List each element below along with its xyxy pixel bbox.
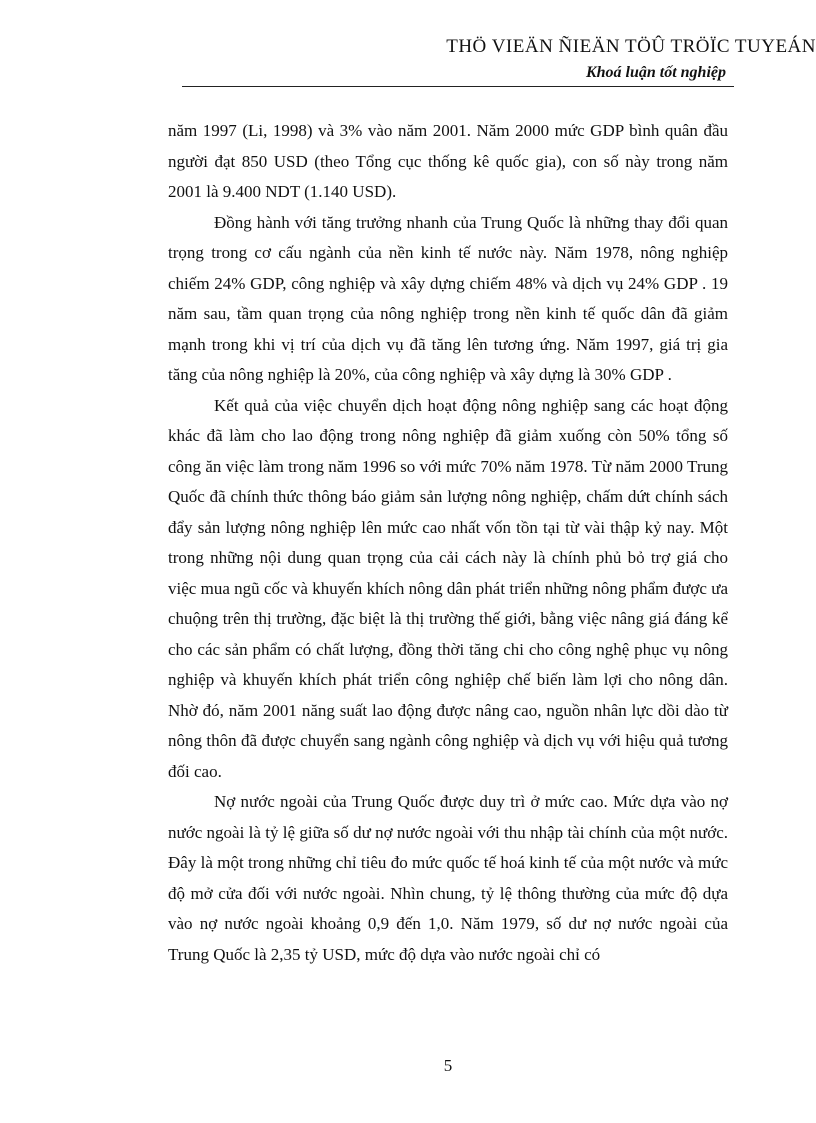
header-subtitle: Khoá luận tốt nghiệp: [585, 64, 726, 81]
paragraph-4: Nợ nước ngoài của Trung Quốc được duy trì ở mức cao. Mức dựa vào nợ nước ngoài là tỷ lệ giữa số dư nợ nước ngoài với thu nhập tài chính của một nước. Đây là một trong những chỉ tiêu đo mức quốc tế hoá kinh tế của một nước và mức độ mở cửa đối với nước ngoài. Nhìn chung, tỷ lệ thông thường của mức độ dựa vào nợ nước ngoài khoảng 0,9 đến 1,0. Năm 1979, số dư nợ nước ngoài của Trung Quốc là 2,35 tỷ USD, mức độ dựa vào nước ngoài chỉ có: [168, 792, 728, 964]
paragraph-3: Kết quả của việc chuyển dịch hoạt động nông nghiệp sang các hoạt động khác đã làm cho lao động trong nông nghiệp đã giảm xuống còn 50% tổng số công ăn việc làm trong năm 1996 so với mức 70% năm 1978. Từ năm 2000 Trung Quốc đã chính thức thông báo giảm sản lượng nông nghiệp, chấm dứt chính sách đẩy sản lượng nông nghiệp lên mức cao nhất vốn tồn tại từ vài thập kỷ nay. Một trong những nội dung quan trọng của cải cách này là chính phủ bỏ trợ giá cho việc mua ngũ cốc và khuyến khích nông dân phát triển những nông phẩm được ưa chuộng trên thị trường, đặc biệt là thị trường thế giới, bằng việc nâng giá đáng kể cho các sản phẩm có chất lượng, đồng thời tăng chi cho công nghệ phục vụ nông nghiệp và khuyến khích phát triển công nghiệp chế biến làm lợi cho nông dân. Nhờ đó, năm 2001 năng suất lao động được nâng cao, nguồn nhân lực dồi dào từ nông thôn đã được chuyển sang ngành công nghiệp và dịch vụ với hiệu quả tương đối cao.: [168, 395, 728, 781]
paragraph-2: Đồng hành với tăng trưởng nhanh của Trung Quốc là những thay đổi quan trọng trong cơ cấu ngành của nền kinh tế nước này. Năm 1978, nông nghiệp chiếm 24% GDP, công nghiệp và xây dựng chiếm 48% và dịch vụ 24% GDP . 19 năm sau, tầm quan trọng của nông nghiệp trong nền kinh tế quốc dân đã giảm mạnh trong khi vị trí của dịch vụ đã tăng lên tương ứng. Năm 1997, giá trị gia tăng của nông nghiệp là 20%, của công nghiệp và xây dựng là 30% GDP .: [168, 212, 728, 384]
header-divider: [182, 86, 734, 87]
body-text: [168, 116, 728, 970]
paragraph-1: năm 1997 (Li, 1998) và 3% vào năm 2001. Năm 2000 mức GDP bình quân đầu người đạt 850 USD (theo Tổng cục thống kê quốc gia), con số này trong năm 2001 là 9.400 NDT (1.140 USD).: [168, 121, 728, 201]
header-title: THÖ VIEÄN ÑIEÄN TÖÛ TRÖÏC TUYEÁN: [446, 36, 816, 57]
page-number: 5: [443, 1056, 453, 1075]
